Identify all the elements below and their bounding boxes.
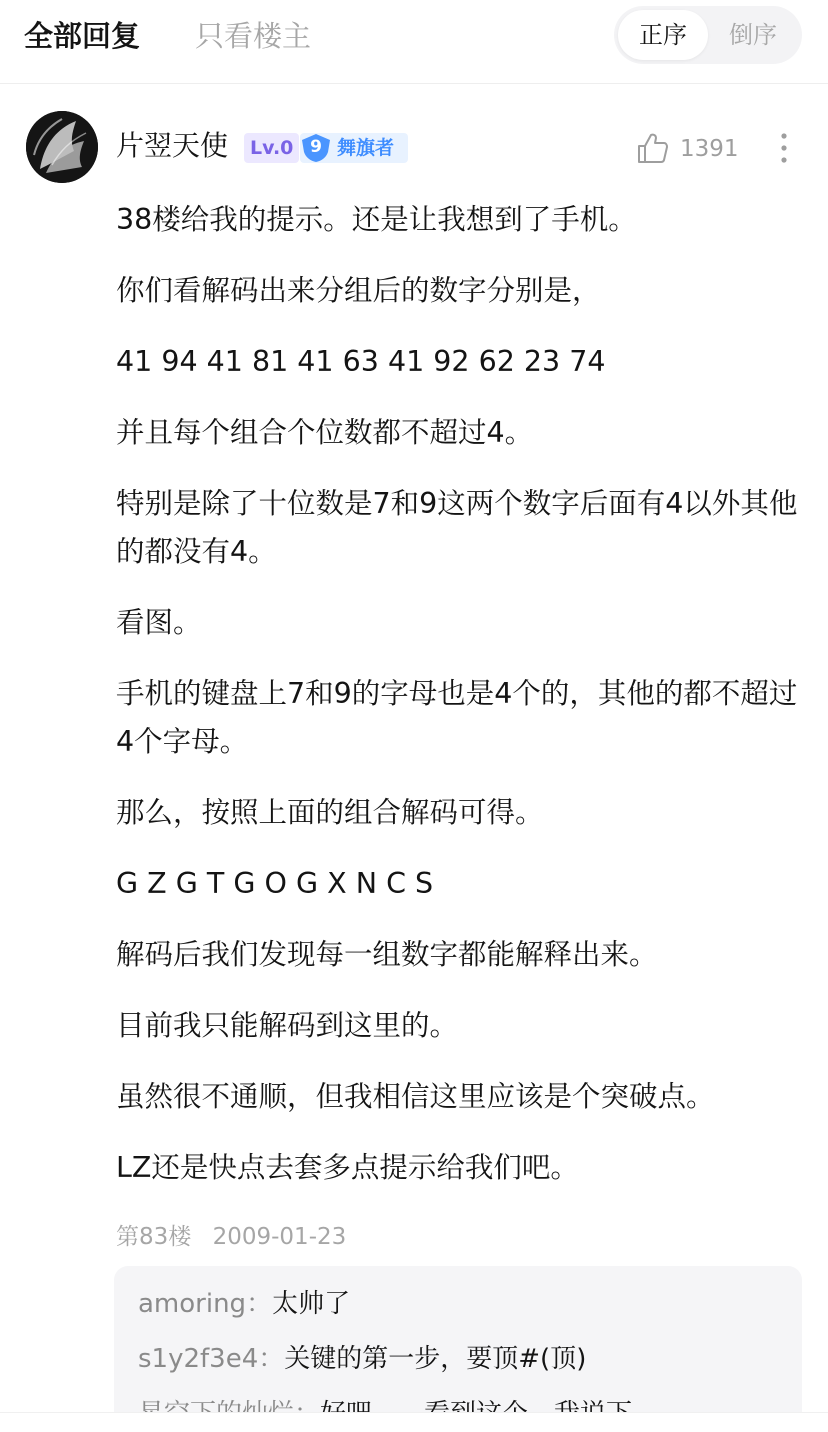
more-vertical-icon	[770, 130, 798, 166]
sort-order-toggle	[614, 6, 802, 64]
sub-reply-separator: ：	[258, 1344, 285, 1374]
sub-reply-author[interactable]: s1y2f3e4	[138, 1344, 259, 1374]
more-options-button[interactable]	[770, 130, 798, 166]
sub-replies-box[interactable]	[114, 1266, 802, 1432]
post-paragraph: 看图。	[116, 606, 202, 639]
fan-level-number: 9	[310, 137, 322, 157]
like-button[interactable]	[636, 130, 739, 168]
sub-reply-author[interactable]: amoring	[138, 1289, 247, 1319]
post-paragraph: 虽然很不通顺，但我相信这里应该是个突破点。	[116, 1080, 715, 1113]
sub-reply-text: 太帅了	[272, 1289, 351, 1319]
post-author-name[interactable]: 片翌天使	[116, 129, 229, 162]
user-level-badge: Lv.0	[244, 133, 299, 163]
floor-number: 第83楼	[116, 1224, 192, 1250]
post-paragraph: 41 94 41 81 41 63 41 92 62 23 74	[116, 345, 606, 378]
post-paragraph: 特别是除了十位数是7和9这两个数字后面有4以外其他的都没有4。	[116, 487, 798, 568]
sort-ascending-button[interactable]: 正序	[618, 10, 708, 60]
post-paragraph: 你们看解码出来分组后的数字分别是，	[116, 274, 601, 307]
sort-descending-button[interactable]: 倒序	[729, 21, 777, 49]
post-content	[116, 196, 802, 1215]
post-paragraph: 38楼给我的提示。还是让我想到了手机。	[116, 203, 637, 236]
post-paragraph: 那么，按照上面的组合解码可得。	[116, 796, 544, 829]
like-count: 1391	[680, 136, 739, 162]
post-meta	[116, 1222, 360, 1252]
fan-title: 舞旗者	[337, 137, 395, 159]
sub-reply-separator: ：	[246, 1289, 273, 1319]
sub-reply[interactable]	[138, 1286, 350, 1322]
avatar[interactable]	[26, 111, 98, 183]
post-paragraph: 解码后我们发现每一组数字都能解释出来。	[116, 938, 658, 971]
bottom-edge	[0, 1412, 828, 1432]
post-paragraph: 并且每个组合个位数都不超过4。	[116, 416, 534, 449]
sub-reply-text: 关键的第一步，要顶#(顶)	[284, 1344, 587, 1374]
post-paragraph: 目前我只能解码到这里的。	[116, 1009, 459, 1042]
post-paragraph: LZ还是快点去套多点提示给我们吧。	[116, 1151, 579, 1184]
thumbs-up-icon	[636, 131, 670, 165]
avatar-wings-image	[26, 111, 98, 183]
tab-all-replies[interactable]: 全部回复	[24, 19, 141, 53]
post-date: 2009-01-23	[212, 1224, 347, 1250]
post-paragraph: 手机的键盘上7和9的字母也是4个的，其他的都不超过4个字母。	[116, 677, 798, 758]
fan-level-badge	[300, 133, 408, 163]
reply-filter-bar	[0, 0, 828, 84]
post-paragraph: G Z G T G O G X N C S	[116, 867, 434, 900]
tab-op-only[interactable]: 只看楼主	[195, 19, 312, 53]
sub-reply[interactable]	[138, 1341, 586, 1377]
